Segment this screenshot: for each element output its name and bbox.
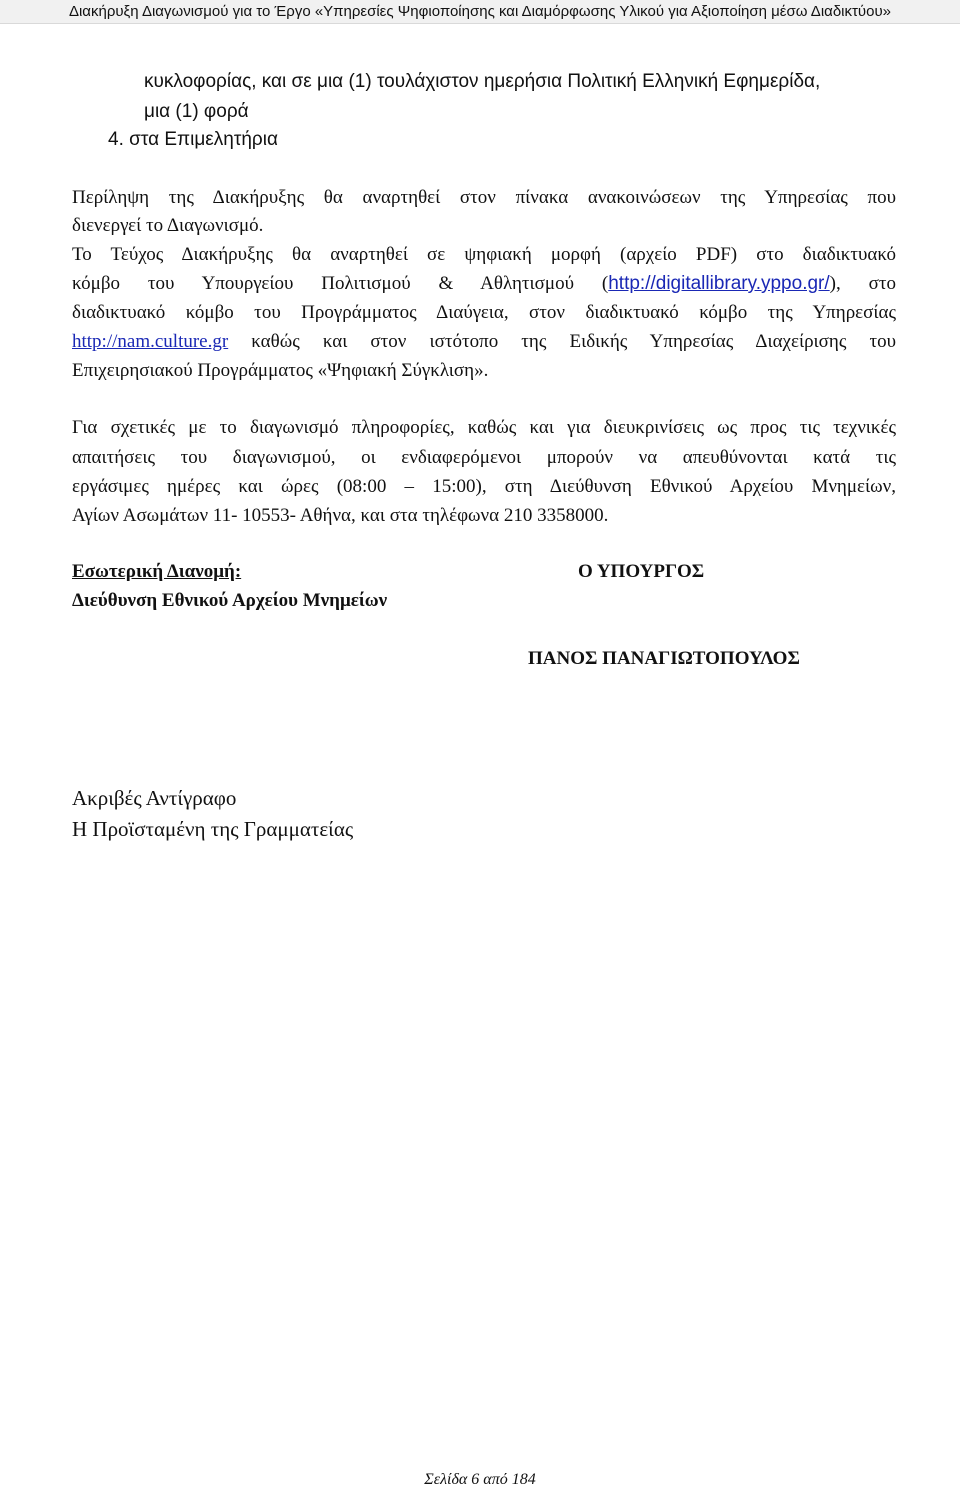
info-line-2: απαιτήσεις του διαγωνισμού, οι ενδιαφερόμενοι μπορούν να απευθύνονται κατά τις <box>72 447 896 468</box>
body-line-2: μια (1) φορά <box>144 101 249 122</box>
teuxos-line-2 <box>72 272 896 296</box>
teuxos-line-5: Επιχειρησιακού Προγράμματος «Ψηφιακή Σύγκλιση». <box>72 360 489 381</box>
signature-name: ΠΑΝΟΣ ΠΑΝΑΓΙΩΤΟΠΟΥΛΟΣ <box>528 648 800 669</box>
page-number: Σελίδα 6 από 184 <box>424 1471 536 1488</box>
distribution-label: Εσωτερική Διανομή: <box>72 561 242 582</box>
info-line-3: εργάσιμες ημέρες και ώρες (08:00 – 15:00), στη Διεύθυνση Εθνικού Αρχείου Μνημείων, <box>72 476 896 497</box>
teuxos-line-2-suffix: ), στο <box>829 273 896 294</box>
list-item-4: 4. στα Επιμελητήρια <box>108 129 278 150</box>
body-line-1: κυκλοφορίας, και σε μια (1) τουλάχιστον ημερήσια Πολιτική Ελληνική Εφημερίδα, <box>144 71 821 92</box>
signature-role: Ο ΥΠΟΥΡΓΟΣ <box>578 561 705 582</box>
teuxos-line-1: Το Τεύχος Διακήρυξης θα αναρτηθεί σε ψηφιακή μορφή (αρχείο PDF) στο διαδικτυακό <box>72 244 896 265</box>
document-header <box>0 0 960 24</box>
info-line-4: Αγίων Ασωμάτων 11- 10553- Αθήνα, και στα τηλέφωνα 210 3358000. <box>72 505 609 526</box>
teuxos-line-4 <box>72 330 896 354</box>
header-title: Διακήρυξη Διαγωνισμού για το Έργο «Υπηρεσίες Ψηφιοποίησης και Διαμόρφωσης Υλικού για Αξιοποίηση μέσω Διαδικτύου» <box>68 3 892 20</box>
summary-line-2: διενεργεί το Διαγωνισμό. <box>72 215 264 236</box>
copy-note-line-2: Η Προϊσταμένη της Γραμματείας <box>72 817 354 841</box>
teuxos-line-3: διαδικτυακό κόμβο του Προγράμματος Διαύγεια, στον διαδικτυακό κόμβο της Υπηρεσίας <box>72 302 896 323</box>
info-line-1: Για σχετικές με το διαγωνισμό πληροφορίες, καθώς και για διευκρινίσεις ως προς τις τεχνικές <box>72 417 896 438</box>
distribution-recipient: Διεύθυνση Εθνικού Αρχείου Μνημείων <box>72 590 388 611</box>
summary-line-1: Περίληψη της Διακήρυξης θα αναρτηθεί στον πίνακα ανακοινώσεων της Υπηρεσίας που <box>72 187 896 208</box>
digital-library-link[interactable]: http://digitallibrary.yppo.gr/ <box>608 273 830 294</box>
teuxos-line-2-prefix: κόμβο του Υπουργείου Πολιτισμού & Αθλητισμού ( <box>72 273 609 294</box>
teuxos-line-4-suffix: καθώς και στον ιστότοπο της Ειδικής Υπηρεσίας Διαχείρισης του <box>228 331 896 352</box>
nam-culture-link[interactable]: http://nam.culture.gr <box>72 331 229 352</box>
copy-note-line-1: Ακριβές Αντίγραφο <box>72 786 237 810</box>
